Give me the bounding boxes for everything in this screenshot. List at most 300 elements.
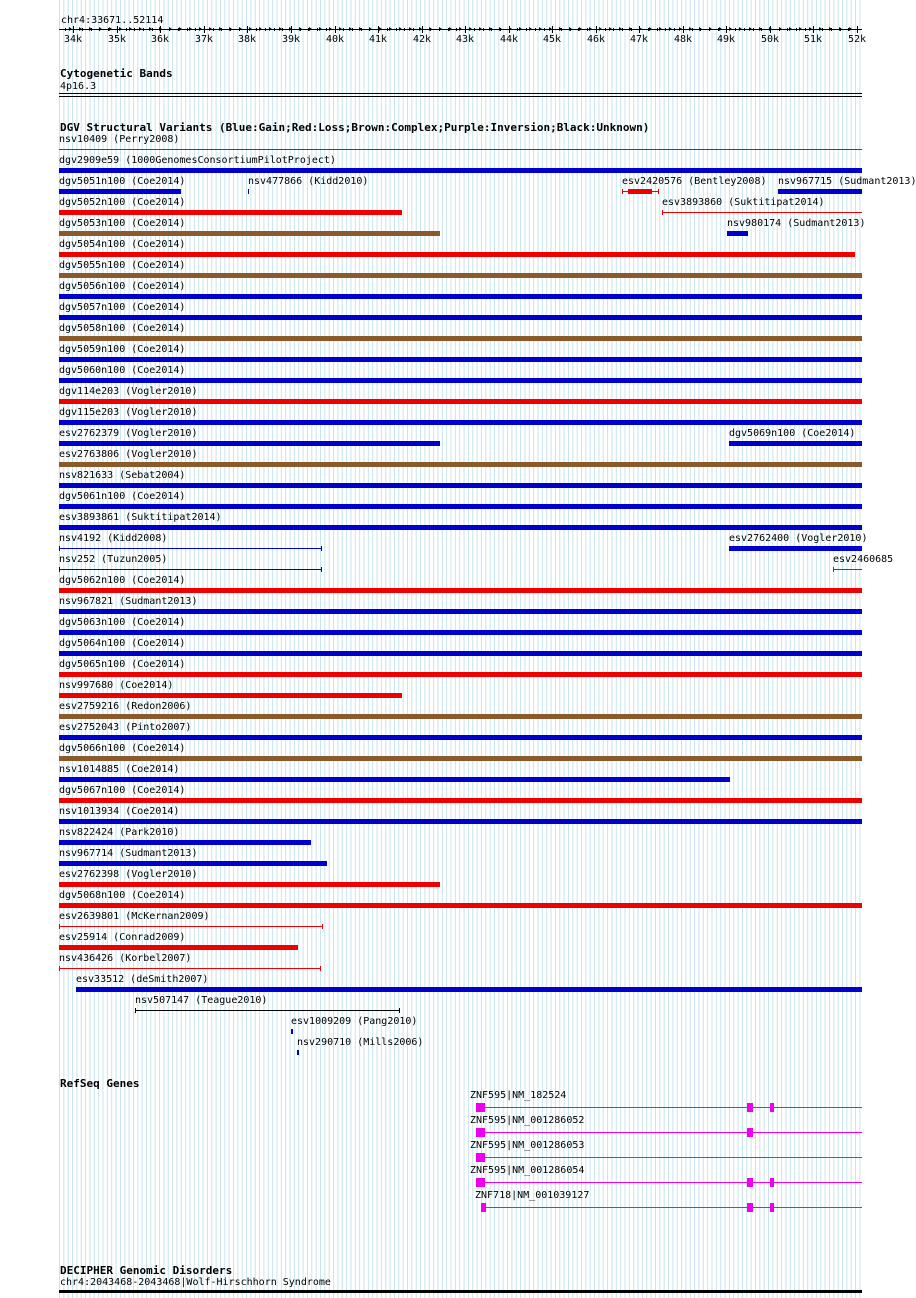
ruler-arrow — [829, 27, 832, 31]
ruler-arrow — [699, 27, 702, 31]
ruler-arrow — [839, 27, 842, 31]
ruler-arrow — [339, 27, 342, 31]
ruler-arrow — [719, 27, 722, 31]
dgv-feature-label[interactable]: dgv5068n100 (Coe2014) — [59, 890, 186, 901]
refseq-exon[interactable] — [747, 1203, 753, 1212]
dgv-feature-label[interactable]: dgv5054n100 (Coe2014) — [59, 239, 186, 250]
decipher-feature-label[interactable]: chr4:2043468-2043468|Wolf-Hirschhorn Syndrome — [60, 1277, 331, 1288]
refseq-gene-label[interactable]: ZNF595|NM_182524 — [470, 1090, 567, 1101]
dgv-feature-bar[interactable] — [59, 273, 862, 278]
ruler-tick-label: 36k — [151, 34, 170, 45]
ruler-tick-label: 48k — [674, 34, 693, 45]
dgv-feature-label[interactable]: dgv5064n100 (Coe2014) — [59, 638, 186, 649]
ruler-minor-tick — [143, 28, 144, 31]
ruler-arrow — [229, 27, 232, 31]
ruler-arrow — [369, 27, 372, 31]
refseq-gene-label[interactable]: ZNF595|NM_001286054 — [470, 1165, 585, 1176]
ruler-tick-label: 43k — [456, 34, 475, 45]
dgv-feature-label[interactable]: esv3893861 (Suktitipat2014) — [59, 512, 222, 523]
refseq-exon[interactable] — [481, 1203, 486, 1212]
dgv-feature-label[interactable]: dgv5058n100 (Coe2014) — [59, 323, 186, 334]
ruler-minor-tick — [195, 28, 196, 31]
dgv-feature-bar[interactable] — [729, 546, 862, 551]
ruler-tick-label: 50k — [761, 34, 780, 45]
dgv-feature-label[interactable]: dgv5052n100 (Coe2014) — [59, 197, 186, 208]
dgv-feature-bar[interactable] — [59, 630, 862, 635]
dgv-feature-label[interactable]: esv3893860 (Suktitipat2014) — [662, 197, 825, 208]
dgv-feature-cap — [59, 966, 60, 971]
dgv-feature-label[interactable]: dgv5051n100 (Coe2014) — [59, 176, 186, 187]
ruler-arrow — [659, 27, 662, 31]
ruler-major-tick — [117, 26, 118, 33]
dgv-feature-label[interactable]: nsv10409 (Perry2008) — [59, 134, 180, 145]
dgv-feature-cap — [135, 1008, 136, 1013]
ruler-arrow — [269, 27, 272, 31]
dgv-feature-label[interactable]: nsv821633 (Sebat2004) — [59, 470, 186, 481]
dgv-feature-bar[interactable] — [59, 861, 327, 866]
ruler-minor-tick — [413, 28, 414, 31]
dgv-feature-label[interactable]: dgv115e203 (Vogler2010) — [59, 407, 198, 418]
ruler-arrow — [259, 27, 262, 31]
ruler-arrow — [239, 27, 242, 31]
dgv-feature-label[interactable]: dgv5059n100 (Coe2014) — [59, 344, 186, 355]
ruler-arrow — [359, 27, 362, 31]
ruler-coordinates: chr4:33671..52114 — [61, 15, 164, 26]
ruler-arrow — [129, 27, 132, 31]
ruler-arrow — [499, 27, 502, 31]
ruler-arrow — [469, 27, 472, 31]
dgv-feature-label[interactable]: nsv477866 (Kidd2010) — [248, 176, 369, 187]
dgv-feature-line[interactable] — [662, 212, 862, 213]
dgv-feature-bar[interactable] — [778, 189, 862, 194]
dgv-feature-label[interactable]: dgv5057n100 (Coe2014) — [59, 302, 186, 313]
refseq-exon[interactable] — [476, 1178, 485, 1187]
ruler-tick-label: 34k — [64, 34, 83, 45]
dgv-feature-line[interactable] — [59, 968, 320, 969]
cytoband-rule-bottom — [59, 96, 862, 97]
dgv-feature-cap — [658, 189, 659, 194]
ruler-arrow — [119, 27, 122, 31]
dgv-feature-label[interactable]: nsv980174 (Sudmant2013) — [727, 218, 866, 229]
dgv-feature-label[interactable]: nsv252 (Tuzun2005) — [59, 554, 168, 565]
ruler-arrow — [399, 27, 402, 31]
ruler-minor-tick — [65, 28, 66, 31]
ruler-arrow — [629, 27, 632, 31]
dgv-feature-label[interactable]: esv2460685 — [833, 554, 894, 565]
dgv-feature-bar[interactable] — [291, 1029, 293, 1034]
dgv-feature-cap — [321, 546, 322, 551]
dgv-feature-label[interactable]: esv2752043 (Pinto2007) — [59, 722, 192, 733]
ruler-arrow — [109, 27, 112, 31]
dgv-feature-bar[interactable] — [59, 693, 402, 698]
dgv-feature-bar[interactable] — [59, 336, 862, 341]
refseq-exon[interactable] — [770, 1103, 774, 1112]
cytoband-rule-top — [59, 93, 862, 94]
dgv-feature-label[interactable]: dgv114e203 (Vogler2010) — [59, 386, 198, 397]
dgv-feature-bar[interactable] — [59, 504, 862, 509]
ruler-minor-tick — [657, 28, 658, 31]
ruler-arrow — [209, 27, 212, 31]
ruler-arrow — [679, 27, 682, 31]
dgv-feature-cap — [321, 567, 322, 572]
refseq-intron-line[interactable] — [476, 1182, 862, 1183]
dgv-feature-bar[interactable] — [59, 672, 862, 677]
dgv-feature-line[interactable] — [59, 926, 322, 927]
ruler-tick-label: 51k — [804, 34, 823, 45]
dgv-feature-label[interactable]: nsv822424 (Park2010) — [59, 827, 180, 838]
dgv-feature-cap — [322, 924, 323, 929]
ruler-arrow — [609, 27, 612, 31]
refseq-intron-line[interactable] — [481, 1207, 862, 1208]
cytoband-track-title[interactable]: Cytogenetic Bands — [60, 67, 173, 80]
dgv-track-title[interactable]: DGV Structural Variants (Blue:Gain;Red:Loss;Brown:Complex;Purple:Inversion;Black:Unknown) — [60, 121, 650, 134]
ruler-tick-label: 45k — [543, 34, 562, 45]
background-grid — [59, 0, 861, 1298]
ruler-arrow — [219, 27, 222, 31]
ruler-arrow — [329, 27, 332, 31]
ruler-minor-tick — [483, 28, 484, 31]
ruler-arrow — [769, 27, 772, 31]
dgv-feature-bar[interactable] — [59, 483, 862, 488]
ruler-minor-tick — [282, 28, 283, 31]
dgv-feature-bar[interactable] — [59, 945, 298, 950]
dgv-feature-bar[interactable] — [59, 189, 181, 194]
ruler-arrow — [549, 27, 552, 31]
ruler-arrow — [849, 27, 852, 31]
ruler-arrow — [299, 27, 302, 31]
ruler-minor-tick — [256, 28, 257, 31]
dgv-feature-cap — [622, 189, 623, 194]
dgv-feature-label[interactable]: dgv5056n100 (Coe2014) — [59, 281, 186, 292]
ruler-minor-tick — [787, 28, 788, 31]
ruler-major-tick — [726, 26, 727, 33]
dgv-feature-label[interactable]: nsv967715 (Sudmant2013) — [778, 176, 916, 187]
dgv-feature-line[interactable] — [59, 548, 321, 549]
ruler-minor-tick — [544, 28, 545, 31]
ruler-minor-tick — [692, 28, 693, 31]
ruler-arrow — [79, 27, 82, 31]
dgv-feature-bar[interactable] — [59, 819, 862, 824]
refseq-gene-label[interactable]: ZNF595|NM_001286053 — [470, 1140, 585, 1151]
dgv-feature-cap — [59, 567, 60, 572]
ruler-tick-label: 52k — [848, 34, 867, 45]
dgv-feature-bar[interactable] — [59, 294, 862, 299]
ruler-major-tick — [422, 26, 423, 33]
dgv-feature-bar[interactable] — [76, 987, 862, 992]
ruler-minor-tick — [187, 28, 188, 31]
dgv-feature-bar[interactable] — [59, 315, 862, 320]
dgv-feature-label[interactable]: dgv5055n100 (Coe2014) — [59, 260, 186, 271]
dgv-feature-label[interactable]: nsv507147 (Teague2010) — [135, 995, 268, 1006]
dgv-feature-bar[interactable] — [59, 441, 440, 446]
ruler-minor-tick — [396, 28, 397, 31]
dgv-feature-bar[interactable] — [59, 777, 730, 782]
ruler-tick-label: 49k — [717, 34, 736, 45]
dgv-feature-label[interactable]: dgv5060n100 (Coe2014) — [59, 365, 186, 376]
ruler-arrow — [789, 27, 792, 31]
decipher-feature-bar[interactable] — [59, 1290, 862, 1293]
refseq-gene-label[interactable]: ZNF595|NM_001286052 — [470, 1115, 585, 1126]
dgv-feature-cap — [59, 546, 60, 551]
ruler-minor-tick — [613, 28, 614, 31]
ruler-arrow — [139, 27, 142, 31]
refseq-exon[interactable] — [747, 1178, 753, 1187]
dgv-feature-label[interactable]: nsv1014885 (Coe2014) — [59, 764, 180, 775]
ruler-arrow — [249, 27, 252, 31]
ruler-tick-label: 37k — [195, 34, 214, 45]
ruler-arrow — [689, 27, 692, 31]
ruler-minor-tick — [805, 28, 806, 31]
dgv-feature-label[interactable]: nsv997680 (Coe2014) — [59, 680, 174, 691]
ruler-minor-tick — [343, 28, 344, 31]
ruler-arrow — [599, 27, 602, 31]
ruler-arrow — [389, 27, 392, 31]
refseq-track-title[interactable]: RefSeq Genes — [60, 1077, 140, 1090]
ruler-major-tick — [247, 26, 248, 33]
ruler-minor-tick — [404, 28, 405, 31]
dgv-feature-bar[interactable] — [727, 231, 748, 236]
ruler-minor-tick — [622, 28, 623, 31]
ruler-arrow — [439, 27, 442, 31]
refseq-exon[interactable] — [747, 1128, 753, 1137]
ruler-major-tick — [465, 26, 466, 33]
refseq-gene-label[interactable]: ZNF718|NM_001039127 — [475, 1190, 590, 1201]
dgv-feature-line[interactable] — [59, 569, 321, 570]
ruler-minor-tick — [674, 28, 675, 31]
dgv-feature-bar[interactable] — [59, 882, 440, 887]
ruler-major-tick — [73, 26, 74, 33]
ruler-arrow — [519, 27, 522, 31]
ruler-minor-tick — [134, 28, 135, 31]
ruler-arrow — [749, 27, 752, 31]
dgv-feature-label[interactable]: esv2762400 (Vogler2010) — [729, 533, 868, 544]
dgv-feature-bar[interactable] — [628, 189, 652, 194]
refseq-exon[interactable] — [747, 1103, 753, 1112]
dgv-feature-label[interactable]: dgv5067n100 (Coe2014) — [59, 785, 186, 796]
ruler-arrow — [349, 27, 352, 31]
ruler-arrow — [669, 27, 672, 31]
dgv-feature-bar[interactable] — [59, 231, 440, 236]
dgv-feature-bar[interactable] — [59, 525, 862, 530]
dgv-feature-bar[interactable] — [59, 357, 862, 362]
ruler-arrow — [739, 27, 742, 31]
ruler-arrow — [489, 27, 492, 31]
dgv-feature-bar[interactable] — [59, 798, 862, 803]
dgv-feature-label[interactable]: esv1009209 (Pang2010) — [291, 1016, 418, 1027]
ruler-arrow — [379, 27, 382, 31]
ruler-arrow — [99, 27, 102, 31]
ruler-minor-tick — [456, 28, 457, 31]
ruler-arrow — [559, 27, 562, 31]
dgv-feature-label[interactable]: nsv4192 (Kidd2008) — [59, 533, 168, 544]
ruler-arrow — [159, 27, 162, 31]
ruler-minor-tick — [744, 28, 745, 31]
ruler-tick-label: 39k — [282, 34, 301, 45]
dgv-feature-label[interactable]: dgv2909e59 (1000GenomesConsortiumPilotProject) — [59, 155, 336, 166]
dgv-feature-line[interactable] — [135, 1010, 399, 1011]
dgv-feature-label[interactable]: esv2759216 (Redon2006) — [59, 701, 192, 712]
dgv-feature-bar[interactable] — [59, 735, 862, 740]
refseq-exon[interactable] — [476, 1153, 485, 1162]
ruler-arrow — [179, 27, 182, 31]
ruler-arrow — [319, 27, 322, 31]
dgv-feature-bar[interactable] — [59, 399, 862, 404]
dgv-feature-label[interactable]: dgv5061n100 (Coe2014) — [59, 491, 186, 502]
ruler-minor-tick — [152, 28, 153, 31]
ruler-major-tick — [683, 26, 684, 33]
ruler-arrow — [819, 27, 822, 31]
ruler-arrow — [649, 27, 652, 31]
ruler-arrow — [169, 27, 172, 31]
dgv-feature-cap — [320, 966, 321, 971]
dgv-feature-bar[interactable] — [297, 1050, 299, 1055]
ruler-minor-tick — [605, 28, 606, 31]
dgv-feature-label[interactable]: nsv967714 (Sudmant2013) — [59, 848, 198, 859]
ruler-arrow — [89, 27, 92, 31]
ruler-arrow — [479, 27, 482, 31]
ruler-minor-tick — [822, 28, 823, 31]
dgv-feature-label[interactable]: esv25914 (Conrad2009) — [59, 932, 186, 943]
ruler-arrow — [569, 27, 572, 31]
ruler-major-tick — [813, 26, 814, 33]
ruler-minor-tick — [665, 28, 666, 31]
dgv-feature-bar[interactable] — [59, 210, 402, 215]
dgv-feature-bar[interactable] — [59, 378, 862, 383]
dgv-feature-cap — [59, 924, 60, 929]
refseq-exon[interactable] — [770, 1203, 774, 1212]
ruler-tick-label: 44k — [500, 34, 519, 45]
dgv-feature-bar[interactable] — [59, 609, 862, 614]
ruler-arrow — [759, 27, 762, 31]
dgv-feature-bar[interactable] — [59, 420, 862, 425]
dgv-feature-bar[interactable] — [59, 588, 862, 593]
ruler-tick-label: 47k — [630, 34, 649, 45]
ruler-major-tick — [857, 26, 858, 33]
ruler-minor-tick — [387, 28, 388, 31]
decipher-track-title[interactable]: DECIPHER Genomic Disorders — [60, 1264, 233, 1277]
dgv-feature-cap — [833, 567, 834, 572]
ruler-minor-tick — [474, 28, 475, 31]
refseq-intron-line[interactable] — [476, 1157, 862, 1158]
ruler-minor-tick — [317, 28, 318, 31]
ruler-arrow — [189, 27, 192, 31]
ruler-minor-tick — [326, 28, 327, 31]
ruler-arrow — [579, 27, 582, 31]
dgv-feature-label[interactable]: dgv5053n100 (Coe2014) — [59, 218, 186, 229]
ruler-arrow — [529, 27, 532, 31]
ruler-arrow — [779, 27, 782, 31]
ruler-major-tick — [596, 26, 597, 33]
refseq-exon[interactable] — [476, 1128, 485, 1137]
dgv-feature-label[interactable]: nsv967821 (Sudmant2013) — [59, 596, 198, 607]
dgv-feature-label[interactable]: nsv1013934 (Coe2014) — [59, 806, 180, 817]
ruler-major-tick — [204, 26, 205, 33]
ruler-minor-tick — [535, 28, 536, 31]
ruler-arrow — [409, 27, 412, 31]
dgv-feature-bar[interactable] — [59, 462, 862, 467]
cytoband-label: 4p16.3 — [60, 81, 97, 92]
dgv-feature-label[interactable]: esv2420576 (Bentley2008) — [622, 176, 767, 187]
ruler-arrow — [449, 27, 452, 31]
dgv-feature-label[interactable]: dgv5069n100 (Coe2014) — [729, 428, 856, 439]
ruler-tick-label: 38k — [238, 34, 257, 45]
dgv-feature-label[interactable]: dgv5062n100 (Coe2014) — [59, 575, 186, 586]
ruler-minor-tick — [274, 28, 275, 31]
ruler-arrow — [509, 27, 512, 31]
dgv-feature-label[interactable]: esv2763806 (Vogler2010) — [59, 449, 198, 460]
ruler-minor-tick — [265, 28, 266, 31]
ruler-arrow — [309, 27, 312, 31]
ruler-minor-tick — [587, 28, 588, 31]
ruler-arrow — [619, 27, 622, 31]
ruler-minor-tick — [352, 28, 353, 31]
ruler-arrow — [729, 27, 732, 31]
ruler-arrow — [809, 27, 812, 31]
dgv-feature-label[interactable]: dgv5065n100 (Coe2014) — [59, 659, 186, 670]
dgv-feature-label[interactable]: nsv290710 (Mills2006) — [297, 1037, 424, 1048]
ruler-minor-tick — [82, 28, 83, 31]
ruler-tick-label: 42k — [413, 34, 432, 45]
dgv-feature-bar[interactable] — [59, 903, 862, 908]
dgv-feature-bar[interactable] — [729, 441, 862, 446]
dgv-feature-line[interactable] — [59, 149, 862, 150]
ruler-minor-tick — [735, 28, 736, 31]
ruler-tick-label: 35k — [108, 34, 127, 45]
dgv-feature-bar[interactable] — [59, 651, 862, 656]
ruler-minor-tick — [753, 28, 754, 31]
ruler-minor-tick — [517, 28, 518, 31]
ruler-arrow — [419, 27, 422, 31]
ruler-arrow — [709, 27, 712, 31]
dgv-feature-label[interactable]: dgv5066n100 (Coe2014) — [59, 743, 186, 754]
dgv-feature-label[interactable]: esv2762398 (Vogler2010) — [59, 869, 198, 880]
ruler-arrow — [539, 27, 542, 31]
refseq-exon[interactable] — [770, 1178, 774, 1187]
ruler-arrow — [289, 27, 292, 31]
dgv-feature-label[interactable]: esv2639801 (McKernan2009) — [59, 911, 210, 922]
ruler-tick-label: 46k — [587, 34, 606, 45]
dgv-feature-bar[interactable] — [59, 168, 862, 173]
dgv-feature-cap — [662, 210, 663, 215]
ruler-arrow — [429, 27, 432, 31]
ruler-minor-tick — [796, 28, 797, 31]
ruler-major-tick — [552, 26, 553, 33]
dgv-feature-bar[interactable] — [248, 189, 249, 194]
dgv-feature-label[interactable]: esv33512 (deSmith2007) — [76, 974, 209, 985]
dgv-feature-bar[interactable] — [59, 840, 311, 845]
ruler-minor-tick — [213, 28, 214, 31]
dgv-feature-bar[interactable] — [59, 252, 855, 257]
ruler-minor-tick — [526, 28, 527, 31]
dgv-feature-line[interactable] — [833, 569, 862, 570]
dgv-feature-bar[interactable] — [59, 756, 862, 761]
ruler-arrow — [799, 27, 802, 31]
refseq-exon[interactable] — [476, 1103, 485, 1112]
ruler-arrow — [589, 27, 592, 31]
ruler-tick-label: 41k — [369, 34, 388, 45]
ruler-arrow — [69, 27, 72, 31]
dgv-feature-label[interactable]: nsv436426 (Korbel2007) — [59, 953, 192, 964]
ruler-arrow — [149, 27, 152, 31]
ruler-arrow — [639, 27, 642, 31]
refseq-intron-line[interactable] — [476, 1132, 862, 1133]
ruler-tick-label: 40k — [326, 34, 345, 45]
ruler-arrow — [199, 27, 202, 31]
dgv-feature-label[interactable]: esv2762379 (Vogler2010) — [59, 428, 198, 439]
dgv-feature-bar[interactable] — [59, 714, 862, 719]
refseq-intron-line[interactable] — [476, 1107, 862, 1108]
dgv-feature-label[interactable]: dgv5063n100 (Coe2014) — [59, 617, 186, 628]
